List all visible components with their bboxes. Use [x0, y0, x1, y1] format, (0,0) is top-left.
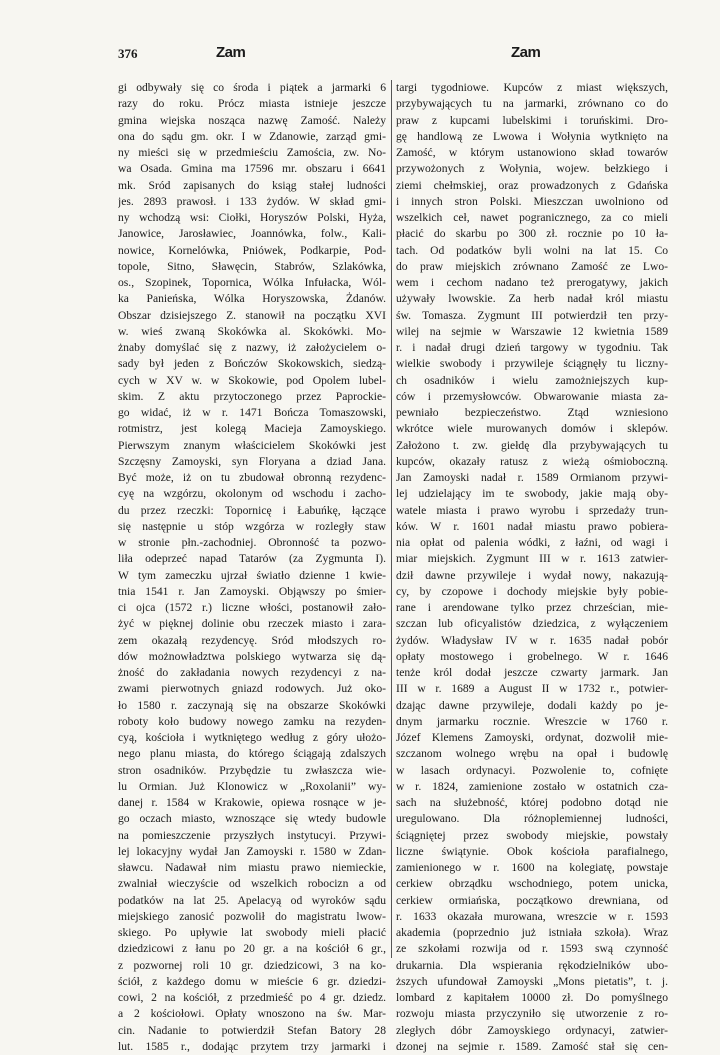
text-line: a 2 kościołowi. Opłaty wnoszono na św. Mar- — [118, 1007, 386, 1021]
text-line: żyć w pięknej dolinie obu rzeczek miasto i zara- — [118, 617, 386, 631]
column-divider — [391, 80, 392, 958]
text-line: nego planu miasta, do którego ściągają zdalszych — [118, 747, 386, 761]
text-line: cerkiew obrządku wschodniego, potem unicka, — [396, 877, 668, 891]
text-line: opłaty mostowego i grobelnego. W r. 1646 — [396, 649, 668, 663]
text-line: ze szkołami rozwija od r. 1593 swą czynność — [396, 942, 668, 956]
text-line: Janowice, Jarosławiec, Joannówka, folw., Kali- — [118, 227, 386, 241]
text-line: żydów. Władysław IV w r. 1635 nadał pobór — [396, 633, 668, 647]
text-line: sławcu. Nadawał nim miastu prawo niemieckie, — [118, 861, 386, 874]
text-line: na pomieszczenie przyszłych instytucyi. Przywi- — [118, 828, 386, 842]
text-line: zwalniał wieczyście od wszelkich robocizn a od — [118, 877, 386, 891]
text-line: dów możnowładztwa polskiego wytwarza się dą- — [118, 649, 386, 663]
text-line: skim. Z aktu przytoczonego przez Paprockie- — [118, 389, 386, 403]
text-line: przywożonych z Wołynia, wojew. bełzkiego i — [396, 162, 668, 176]
text-line: pewniało bezpieczeństwo. Ztąd wzniesiono — [396, 406, 668, 419]
text-line: roboty koło budowy nowego zamku na rezyden- — [118, 714, 386, 728]
text-line: przybywających tu na jarmarki, zrównano co do — [396, 97, 668, 111]
text-line: watele miasta i prawo wyrobu i sprzedaży trun- — [396, 503, 668, 517]
text-line: Pierwszym znanym właścicielem Skokówki jest — [118, 438, 386, 452]
text-line: szczan lub oficyalistów dziedzica, z wyłączeniem — [396, 617, 668, 631]
text-line: go oczach miasto, wznoszące się wtedy budowle — [118, 812, 386, 826]
text-line: ców i przemysłowców. Obwarowanie miasta za- — [396, 389, 668, 403]
text-line: ło 1580 r. zaczynają się na obszarze Skokówki — [118, 698, 386, 712]
text-line: dzając dawne przywileje, dodali każdy po je- — [396, 698, 668, 712]
text-line: ków. W r. 1601 nadał miastu prawo pobiera- — [396, 519, 668, 533]
text-line: kupców, okazały ratusz z wieżą ośmioboczną. — [396, 454, 668, 468]
text-line: cy, by czopowe i dochody miejskie były pobie- — [396, 584, 668, 598]
text-line: tnia 1541 r. Jan Zamoyski. Objąwszy po śmier- — [118, 584, 386, 598]
text-line: rotmistrz, jest kolegą Macieja Zamoyskiego. — [118, 422, 386, 436]
text-line: targi tygodniowe. Kupców z miast większych, — [396, 81, 668, 94]
text-line: ona do sądu gm. okr. I w Zdanowie, zarząd gmi- — [118, 129, 386, 143]
text-line: wielkie swobody i przywileje ściągnęły tu liczny- — [396, 357, 668, 371]
text-line: cin. Nadanie to potwierdził Stefan Batory 28 — [118, 1023, 386, 1037]
text-line: zamienionego w r. 1600 na kolegiatę, powstaje — [396, 861, 668, 874]
text-line: dził dawne przywileje i wydał nowy, nakazują- — [396, 568, 668, 582]
text-line: miejskiego zanosić pozwolił do magistratu lwow- — [118, 909, 386, 923]
right-text-column — [396, 80, 668, 1055]
text-line: dzonej na sejmie r. 1589. Zamość stał się cen- — [396, 1039, 668, 1053]
text-line: wem i cechom nadano też prerogatywy, jakich — [396, 276, 668, 289]
text-line: używały lwowskie. Za herb nadał król miastu — [396, 292, 668, 306]
text-line: gę handlową ze Lwowa i Wołynia wytknięto na — [396, 129, 668, 143]
text-line: miar miejskich. Zygmunt III w r. 1613 zatwier- — [396, 552, 668, 566]
text-line: lut. 1585 r., dodając przytem trzy jarmarki i — [118, 1039, 386, 1053]
text-line: lu Ormian. Już Klonowicz w „Roxolanii” wy- — [118, 779, 386, 793]
text-line: W tym zameczku ujrzał światło dzienne 1 kwie- — [118, 568, 386, 582]
text-line: żność do zakładania nowych rezydencyi z na- — [118, 666, 386, 679]
text-line: cyą, kościoła i wytkniętego według z góry ułożo- — [118, 731, 386, 744]
text-line: wkrótce wiele murowanych domów i sklepów. — [396, 422, 668, 436]
text-line: nia opłat od palenia wódki, z łaźni, od wagi i — [396, 536, 668, 549]
text-line: Jan Zamoyski nadał r. 1589 Ormianom przywi- — [396, 471, 668, 484]
text-line: się następnie u stóp wzgórza w rozległy staw — [118, 519, 386, 533]
text-line: zwami pierwotnych gniazd rodowych. Już oko- — [118, 682, 386, 696]
text-line: jes. 2893 prawosł. i 133 żydów. W skład gmi- — [118, 194, 386, 208]
text-line: r. 1633 okazała murowana, wreszcie w r. 1593 — [396, 909, 668, 923]
text-line: tach. Od podatków byli wolni na lat 15. Co — [396, 243, 668, 257]
text-line: lej udzielający im te swobody, jakie mają oby- — [396, 487, 668, 501]
text-line: dziedzicowi z łanu po 20 gr. a na kościół 6 gr., — [118, 942, 386, 956]
text-line: wilej na sejmie w Warszawie 12 kwietnia 1589 — [396, 324, 668, 338]
text-line: tenże król dodał jeszcze czwarty jarmark. Jan — [396, 666, 668, 679]
text-line: w. wieś zwaną Skokówka al. Skokówki. Mo- — [118, 324, 386, 338]
text-line: go widać, iż w r. 1471 Bończa Tomaszowski, — [118, 406, 386, 419]
text-line: danej r. 1584 w Krakowie, opiewa rosnące w je- — [118, 796, 386, 809]
text-line: akademia (poprzednio już istniała szkoła). Wraz — [396, 926, 668, 939]
page-number: 376 — [118, 46, 138, 61]
text-line: ziemi chełmskiej, oraz prowadzonych z Gdańska — [396, 178, 668, 192]
text-line: cych w XV w. w Skokowie, pod Opolem lubel- — [118, 373, 386, 387]
right-running-head: Zam — [511, 44, 541, 61]
text-line: lej lokacyjny wydał Jan Zamoyski r. 1580 w Zdan- — [118, 844, 386, 858]
text-line: cowi, 2 na kościół, z przedmieść po 4 gr. dziedz. — [118, 991, 386, 1004]
text-line: lombard z kapitałem 10000 zł. Do pomyślnego — [396, 991, 668, 1004]
text-line: ny wchodzą wsi: Ciołki, Horyszów Polski, Hyża, — [118, 211, 386, 224]
text-line: III w r. 1689 a August II w 1732 r., potwier- — [396, 682, 668, 696]
text-line: w r. 1824, zamienione zostało w ostatnich cza- — [396, 779, 668, 793]
text-line: r. i nadał drugi dzień targowy w tygodniu. Tak — [396, 341, 668, 354]
text-line: rane i arendowane tylko przez chrześcian, mie- — [396, 601, 668, 614]
text-line: podatków na lat 25. Apelacyą od wyroków sądu — [118, 893, 386, 907]
text-line: nowice, Kornelówka, Pniówek, Podkarpie, Pod- — [118, 243, 386, 257]
text-line: ściół, z każdego domu w mieście 6 gr. dziedzi- — [118, 974, 386, 988]
text-line: Szczęsny Zamoyski, syn Floryana a dziad Jana. — [118, 454, 386, 468]
text-line: gmina wiejska nosząca nazwę Zamość. Należy — [118, 113, 386, 127]
text-line: rozwoju miasta przyczyniło się utworzenie z ro- — [396, 1007, 668, 1021]
text-line: szczanom wolnego wrębu na opał i budowlę — [396, 747, 668, 761]
text-line: uregulowano. Dla różnoplemiennej ludności, — [396, 812, 668, 826]
text-line: praw z kupcami lubelskimi i toruńskimi. Dro- — [396, 113, 668, 127]
text-line: Zamość, w którym ustanowiono skład towarów — [396, 146, 668, 159]
text-line: Być może, iż on tu zbudował obronną rezydenc- — [118, 471, 386, 484]
text-line: cerkiew ormiańska, początkowo drewniana, od — [396, 893, 668, 907]
text-line: Obszar dzisiejszego Z. stanowił na początku XVI — [118, 308, 386, 322]
text-line: ch osadników i wielu zamożniejszych kup- — [396, 373, 668, 387]
left-running-head: Zam — [216, 44, 246, 61]
text-line: Założono t. zw. giełdę dla przybywających tu — [396, 438, 668, 452]
text-line: sady był jeden z Bończów Skokowskich, siedzą- — [118, 357, 386, 371]
text-line: ny mieści się w przedmieściu Zamościa, zw. No- — [118, 146, 386, 159]
left-text-column — [118, 80, 386, 1055]
text-line: ższych ufundował Zamoyski „Mons pietatis”, t. j. — [396, 974, 668, 988]
text-line: zem okazałą rezydencyę. Sród młodszych ro- — [118, 633, 386, 647]
text-line: mk. Sród zapisanych do ksiąg stałej ludności — [118, 178, 386, 192]
text-line: du przez rzeczki: Topornicę i Łabuńkę, łączące — [118, 503, 386, 517]
text-line: do praw miejskich zrównano Zamość ze Lwo- — [396, 259, 668, 273]
text-line: sach na służebność, której podobno dotąd nie — [396, 796, 668, 809]
text-line: liła odeprzeć napad Tatarów (za Zygmunta I). — [118, 552, 386, 566]
text-line: os., Szopinek, Topornica, Wólka Infułacka, Wól- — [118, 276, 386, 289]
text-line: żnaby domyślać się z nazwy, iż założycielem o- — [118, 341, 386, 354]
text-line: w lasach ordynacyi. Pozwolenie to, cofnięte — [396, 763, 668, 777]
text-line: liczne świątynie. Obok kościoła parafialnego, — [396, 844, 668, 858]
text-line: razy do roku. Prócz miasta istnieje jeszcze — [118, 97, 386, 111]
text-line: z pozwornej roli 10 gr. dziedzicowi, 3 na ko- — [118, 958, 386, 972]
text-line: drukarnia. Dla wspierania rękodzielników ubo- — [396, 958, 668, 972]
text-line: wszelkich ceł, nawet pogranicznego, za co mieli — [396, 211, 668, 224]
text-line: i innych stron Polski. Mieszczan uwolniono od — [396, 194, 668, 208]
text-line: wa Osada. Gmina ma 17596 mr. obszaru i 6641 — [118, 162, 386, 176]
text-line: topole, Sitno, Sławęcin, Stabrów, Szlakówka, — [118, 259, 386, 273]
text-line: ka Panieńska, Wólka Horyszowska, Żdanów. — [118, 292, 386, 306]
text-line: zległych dóbr Zamoyskiego ordynacyi, zatwier- — [396, 1023, 668, 1037]
text-line: ci ojca (1572 r.) liczne włości, postanowił zało- — [118, 601, 386, 614]
text-line: gi odbywały się co środa i piątek a jarmarki 6 — [118, 81, 386, 94]
text-line: w stronie płn.-zachodniej. Obronność ta pozwo- — [118, 536, 386, 549]
text-line: płacić do skarbu po 300 zł. rocznie po 10 ła- — [396, 227, 668, 241]
text-line: cyę na wzgórzu, okolonym od wschodu i zacho- — [118, 487, 386, 501]
text-line: Józef Klemens Zamoyski, ordynat, dozwolił mie- — [396, 731, 668, 744]
text-line: stron osadników. Przybędzie tu zwłaszcza wie- — [118, 763, 386, 777]
text-line: ściągniętej przez swobody miejskie, powstały — [396, 828, 668, 842]
text-line: św. Tomasza. Zygmunt III potwierdził ten przy- — [396, 308, 668, 322]
text-line: dnym jarmarku rocznie. Wreszcie w 1760 r. — [396, 714, 668, 728]
page-header — [0, 44, 720, 66]
text-line: skiego. Po upływie lat swobody mieli płacić — [118, 926, 386, 939]
